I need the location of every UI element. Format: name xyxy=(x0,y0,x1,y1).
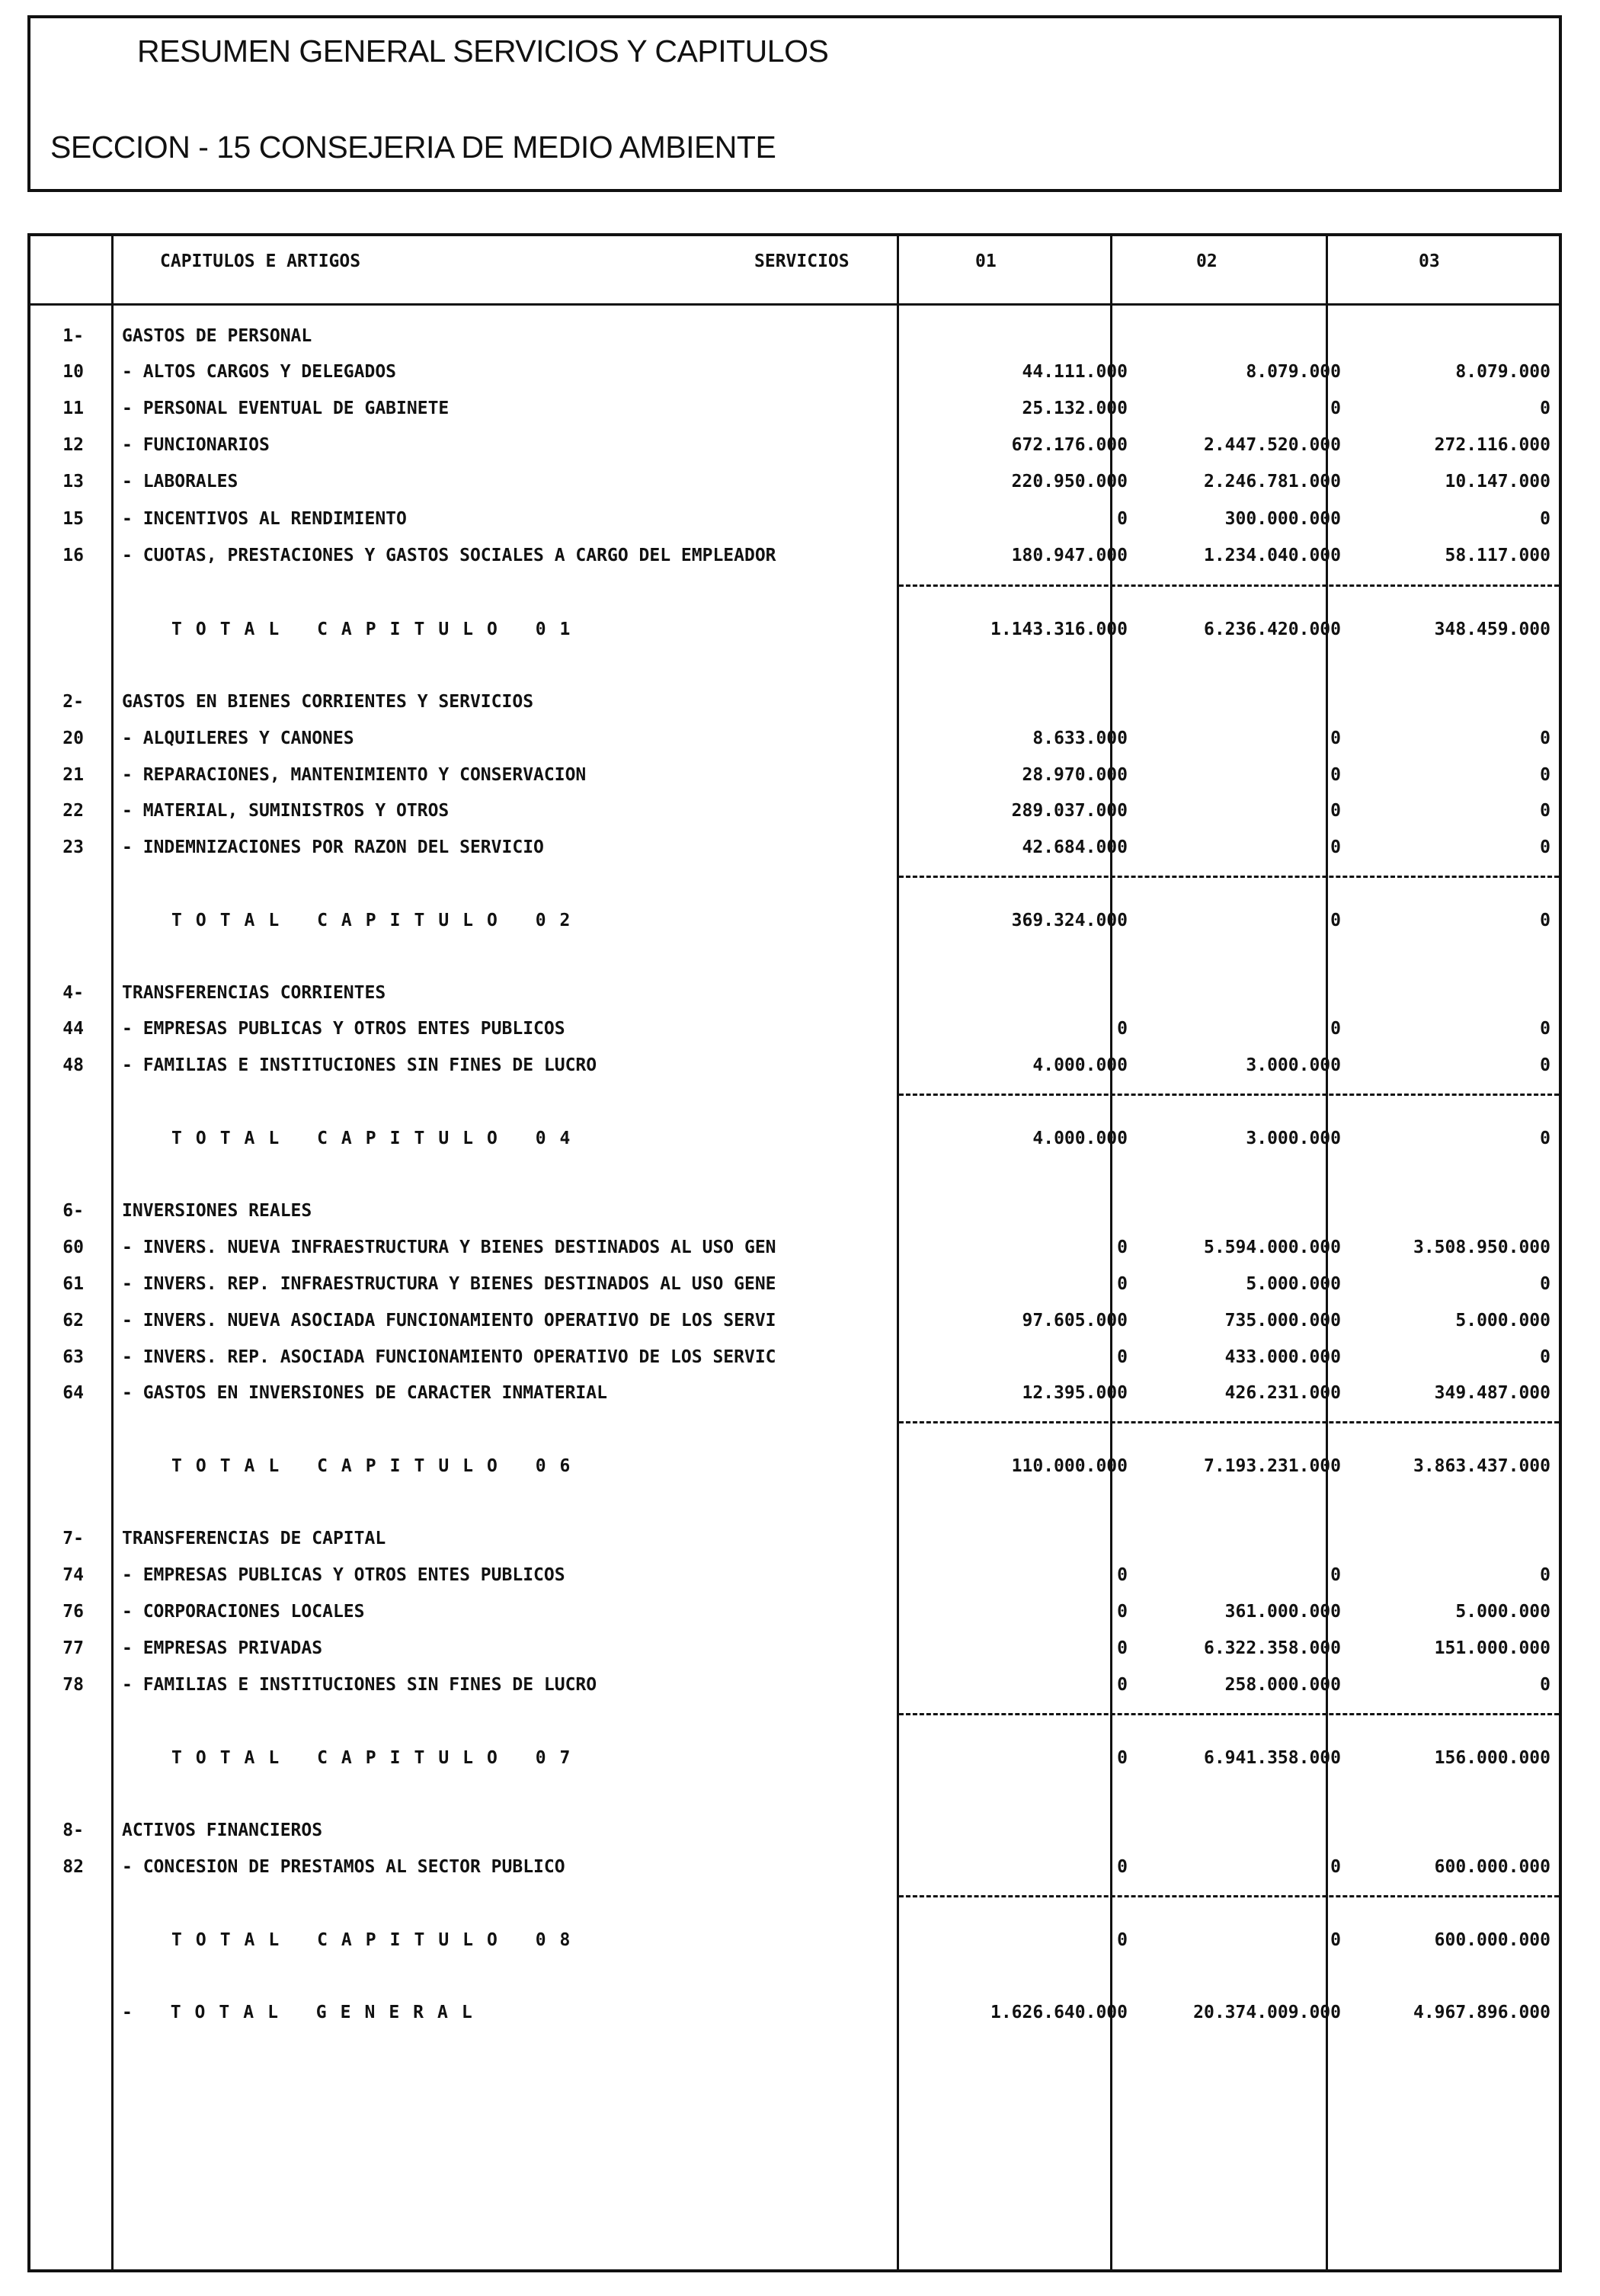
row-value-01: 110.000.000 xyxy=(1011,1456,1128,1476)
row-code: 63 xyxy=(62,1347,84,1367)
header-col-03: 03 xyxy=(1419,251,1440,271)
total-row xyxy=(30,1930,1559,1961)
row-value-01: 4.000.000 xyxy=(1032,1055,1128,1075)
row-value-01: 0 xyxy=(1117,1238,1128,1257)
header-col-01: 01 xyxy=(975,251,997,271)
table-row xyxy=(30,765,1559,796)
table-row xyxy=(30,362,1559,392)
row-description: - FAMILIAS E INSTITUCIONES SIN FINES DE LUCRO xyxy=(122,1675,597,1695)
row-description: - GASTOS EN INVERSIONES DE CARACTER INMATERIAL xyxy=(122,1383,607,1403)
row-value-03: 600.000.000 xyxy=(1434,1930,1550,1950)
subtotal-separator xyxy=(899,1094,1559,1096)
row-description: - CONCESION DE PRESTAMOS AL SECTOR PUBLICO xyxy=(122,1857,565,1877)
table-row xyxy=(30,1311,1559,1341)
table-row xyxy=(30,1529,1559,1559)
grand-total-row xyxy=(30,2003,1559,2033)
row-value-03: 3.863.437.000 xyxy=(1413,1456,1550,1476)
row-value-02: 20.374.009.000 xyxy=(1193,2003,1341,2022)
row-description: - INVERS. NUEVA ASOCIADA FUNCIONAMIENTO OPERATIVO DE LOS SERVI xyxy=(122,1311,776,1331)
row-value-03: 5.000.000 xyxy=(1455,1602,1550,1622)
row-description: TOTAL CAPITULO 01 xyxy=(171,620,584,639)
row-value-01: 0 xyxy=(1117,1274,1128,1294)
table-row xyxy=(30,1638,1559,1669)
row-value-02: 5.000.000 xyxy=(1246,1274,1341,1294)
row-value-01: 0 xyxy=(1117,1857,1128,1877)
row-description: - TOTAL GENERAL xyxy=(122,2003,486,2022)
row-value-02: 0 xyxy=(1330,911,1341,930)
row-description: - MATERIAL, SUMINISTROS Y OTROS xyxy=(122,801,450,821)
row-value-02: 5.594.000.000 xyxy=(1203,1238,1341,1257)
row-value-02: 1.234.040.000 xyxy=(1203,546,1341,565)
header-row-divider xyxy=(30,303,1559,306)
row-value-01: 0 xyxy=(1117,1565,1128,1585)
row-value-02: 735.000.000 xyxy=(1224,1311,1341,1331)
row-value-01: 28.970.000 xyxy=(1022,765,1128,785)
row-value-01: 44.111.000 xyxy=(1022,362,1128,382)
row-code: 20 xyxy=(62,729,84,748)
row-value-02: 6.941.358.000 xyxy=(1203,1748,1341,1768)
row-code: 22 xyxy=(62,801,84,821)
row-value-01: 0 xyxy=(1117,1019,1128,1039)
table-row xyxy=(30,1019,1559,1049)
row-description: - FUNCIONARIOS xyxy=(122,435,270,455)
row-value-02: 0 xyxy=(1330,729,1341,748)
row-value-01: 12.395.000 xyxy=(1022,1383,1128,1403)
section-title: SECCION - 15 CONSEJERIA DE MEDIO AMBIENTE xyxy=(50,130,776,165)
row-value-01: 289.037.000 xyxy=(1011,801,1128,821)
row-code: 2- xyxy=(62,692,84,712)
row-value-02: 3.000.000 xyxy=(1246,1129,1341,1148)
row-code: 16 xyxy=(62,546,84,565)
subtotal-separator xyxy=(899,1895,1559,1897)
row-code: 60 xyxy=(62,1238,84,1257)
row-value-03: 0 xyxy=(1540,1055,1550,1075)
total-row xyxy=(30,911,1559,941)
row-value-01: 97.605.000 xyxy=(1022,1311,1128,1331)
row-value-03: 8.079.000 xyxy=(1455,362,1550,382)
table-row xyxy=(30,1055,1559,1086)
row-code: 77 xyxy=(62,1638,84,1658)
row-value-03: 348.459.000 xyxy=(1434,620,1550,639)
row-description: - ALQUILERES Y CANONES xyxy=(122,729,354,748)
row-code: 13 xyxy=(62,472,84,492)
row-value-02: 258.000.000 xyxy=(1224,1675,1341,1695)
table-row xyxy=(30,1857,1559,1888)
row-value-02: 0 xyxy=(1330,1930,1341,1950)
row-code: 82 xyxy=(62,1857,84,1877)
subtotal-separator xyxy=(899,584,1559,587)
row-value-02: 426.231.000 xyxy=(1224,1383,1341,1403)
row-code: 76 xyxy=(62,1602,84,1622)
row-value-03: 0 xyxy=(1540,837,1550,857)
row-code: 1- xyxy=(62,326,84,346)
row-value-01: 0 xyxy=(1117,509,1128,529)
row-code: 74 xyxy=(62,1565,84,1585)
document-title: RESUMEN GENERAL SERVICIOS Y CAPITULOS xyxy=(137,34,829,69)
row-code: 64 xyxy=(62,1383,84,1403)
header-servicios: SERVICIOS xyxy=(754,251,850,271)
row-description: TOTAL CAPITULO 07 xyxy=(171,1748,584,1768)
table-row xyxy=(30,1347,1559,1378)
row-description: - INDEMNIZACIONES POR RAZON DEL SERVICIO xyxy=(122,837,544,857)
row-value-02: 0 xyxy=(1330,801,1341,821)
row-code: 11 xyxy=(62,399,84,418)
row-value-03: 0 xyxy=(1540,1347,1550,1367)
row-code: 4- xyxy=(62,983,84,1003)
table-row xyxy=(30,729,1559,759)
row-value-01: 0 xyxy=(1117,1638,1128,1658)
row-description: TRANSFERENCIAS CORRIENTES xyxy=(122,983,386,1003)
row-code: 10 xyxy=(62,362,84,382)
row-description: - PERSONAL EVENTUAL DE GABINETE xyxy=(122,399,450,418)
table-row xyxy=(30,1675,1559,1705)
row-description: INVERSIONES REALES xyxy=(122,1201,312,1221)
row-value-03: 58.117.000 xyxy=(1445,546,1550,565)
table-row xyxy=(30,1201,1559,1231)
table-row xyxy=(30,326,1559,357)
row-value-02: 8.079.000 xyxy=(1246,362,1341,382)
row-value-02: 361.000.000 xyxy=(1224,1602,1341,1622)
row-value-03: 0 xyxy=(1540,765,1550,785)
row-code: 23 xyxy=(62,837,84,857)
table-row xyxy=(30,435,1559,466)
row-value-02: 3.000.000 xyxy=(1246,1055,1341,1075)
total-row xyxy=(30,1129,1559,1159)
row-code: 21 xyxy=(62,765,84,785)
row-description: TRANSFERENCIAS DE CAPITAL xyxy=(122,1529,386,1548)
row-value-01: 0 xyxy=(1117,1347,1128,1367)
row-code: 62 xyxy=(62,1311,84,1331)
row-description: - EMPRESAS PUBLICAS Y OTROS ENTES PUBLICOS xyxy=(122,1019,565,1039)
table-row xyxy=(30,509,1559,540)
row-value-03: 0 xyxy=(1540,399,1550,418)
header-box xyxy=(27,15,1562,192)
table-row xyxy=(30,983,1559,1014)
row-value-02: 2.246.781.000 xyxy=(1203,472,1341,492)
row-value-03: 0 xyxy=(1540,509,1550,529)
row-value-01: 180.947.000 xyxy=(1011,546,1128,565)
table-row xyxy=(30,1274,1559,1305)
row-value-03: 0 xyxy=(1540,1019,1550,1039)
row-value-03: 600.000.000 xyxy=(1434,1857,1550,1877)
row-value-02: 6.236.420.000 xyxy=(1203,620,1341,639)
row-value-03: 0 xyxy=(1540,911,1550,930)
total-row xyxy=(30,620,1559,650)
summary-table xyxy=(27,233,1562,2272)
row-value-01: 0 xyxy=(1117,1675,1128,1695)
row-code: 61 xyxy=(62,1274,84,1294)
row-value-01: 25.132.000 xyxy=(1022,399,1128,418)
total-row xyxy=(30,1456,1559,1487)
table-row xyxy=(30,1383,1559,1414)
row-description: GASTOS EN BIENES CORRIENTES Y SERVICIOS xyxy=(122,692,534,712)
row-code: 7- xyxy=(62,1529,84,1548)
row-value-01: 1.143.316.000 xyxy=(990,620,1128,639)
row-value-01: 220.950.000 xyxy=(1011,472,1128,492)
row-description: - ALTOS CARGOS Y DELEGADOS xyxy=(122,362,397,382)
row-code: 44 xyxy=(62,1019,84,1039)
row-description: - REPARACIONES, MANTENIMIENTO Y CONSERVACION xyxy=(122,765,587,785)
row-description: - CORPORACIONES LOCALES xyxy=(122,1602,365,1622)
row-description: - FAMILIAS E INSTITUCIONES SIN FINES DE LUCRO xyxy=(122,1055,597,1075)
table-row xyxy=(30,399,1559,429)
row-value-02: 0 xyxy=(1330,765,1341,785)
row-description: - EMPRESAS PRIVADAS xyxy=(122,1638,323,1658)
table-row xyxy=(30,1565,1559,1596)
row-value-03: 0 xyxy=(1540,1274,1550,1294)
subtotal-separator xyxy=(899,1421,1559,1423)
row-value-03: 5.000.000 xyxy=(1455,1311,1550,1331)
row-description: - INVERS. NUEVA INFRAESTRUCTURA Y BIENES DESTINADOS AL USO GEN xyxy=(122,1238,776,1257)
row-value-02: 0 xyxy=(1330,837,1341,857)
header-col-02: 02 xyxy=(1196,251,1218,271)
row-value-01: 1.626.640.000 xyxy=(990,2003,1128,2022)
row-value-03: 0 xyxy=(1540,1675,1550,1695)
row-value-03: 0 xyxy=(1540,801,1550,821)
row-code: 6- xyxy=(62,1201,84,1221)
row-code: 15 xyxy=(62,509,84,529)
row-description: TOTAL CAPITULO 08 xyxy=(171,1930,584,1950)
row-value-02: 433.000.000 xyxy=(1224,1347,1341,1367)
row-value-03: 0 xyxy=(1540,729,1550,748)
row-code: 12 xyxy=(62,435,84,455)
header-capitulos: CAPITULOS E ARTIGOS xyxy=(160,251,361,271)
table-row xyxy=(30,692,1559,722)
row-description: TOTAL CAPITULO 06 xyxy=(171,1456,584,1476)
row-value-03: 10.147.000 xyxy=(1445,472,1550,492)
table-row xyxy=(30,1820,1559,1851)
table-row xyxy=(30,1602,1559,1632)
row-value-01: 0 xyxy=(1117,1930,1128,1950)
row-value-03: 0 xyxy=(1540,1129,1550,1148)
row-value-03: 272.116.000 xyxy=(1434,435,1550,455)
table-row xyxy=(30,801,1559,831)
row-value-03: 349.487.000 xyxy=(1434,1383,1550,1403)
table-row xyxy=(30,1238,1559,1268)
row-description: - LABORALES xyxy=(122,472,238,492)
row-description: - INVERS. REP. ASOCIADA FUNCIONAMIENTO OPERATIVO DE LOS SERVIC xyxy=(122,1347,776,1367)
row-description: - EMPRESAS PUBLICAS Y OTROS ENTES PUBLICOS xyxy=(122,1565,565,1585)
row-description: GASTOS DE PERSONAL xyxy=(122,326,312,346)
row-value-01: 672.176.000 xyxy=(1011,435,1128,455)
row-code: 48 xyxy=(62,1055,84,1075)
table-row xyxy=(30,837,1559,868)
row-value-02: 0 xyxy=(1330,1565,1341,1585)
row-description: TOTAL CAPITULO 02 xyxy=(171,911,584,930)
row-value-02: 0 xyxy=(1330,399,1341,418)
row-value-02: 0 xyxy=(1330,1857,1341,1877)
row-value-01: 0 xyxy=(1117,1748,1128,1768)
row-value-03: 151.000.000 xyxy=(1434,1638,1550,1658)
row-description: TOTAL CAPITULO 04 xyxy=(171,1129,584,1148)
row-value-01: 8.633.000 xyxy=(1032,729,1128,748)
row-value-02: 6.322.358.000 xyxy=(1203,1638,1341,1658)
row-value-01: 42.684.000 xyxy=(1022,837,1128,857)
row-value-03: 156.000.000 xyxy=(1434,1748,1550,1768)
row-description: - CUOTAS, PRESTACIONES Y GASTOS SOCIALES A CARGO DEL EMPLEADOR xyxy=(122,546,776,565)
row-value-01: 369.324.000 xyxy=(1011,911,1128,930)
row-value-01: 0 xyxy=(1117,1602,1128,1622)
subtotal-separator xyxy=(899,1713,1559,1715)
row-value-01: 4.000.000 xyxy=(1032,1129,1128,1148)
row-value-03: 4.967.896.000 xyxy=(1413,2003,1550,2022)
row-value-02: 300.000.000 xyxy=(1224,509,1341,529)
table-row xyxy=(30,472,1559,502)
row-value-02: 0 xyxy=(1330,1019,1341,1039)
row-value-03: 0 xyxy=(1540,1565,1550,1585)
row-code: 8- xyxy=(62,1820,84,1840)
row-value-02: 7.193.231.000 xyxy=(1203,1456,1341,1476)
row-description: ACTIVOS FINANCIEROS xyxy=(122,1820,323,1840)
table-row xyxy=(30,546,1559,576)
row-value-03: 3.508.950.000 xyxy=(1413,1238,1550,1257)
subtotal-separator xyxy=(899,876,1559,878)
row-description: - INVERS. REP. INFRAESTRUCTURA Y BIENES DESTINADOS AL USO GENE xyxy=(122,1274,776,1294)
row-code: 78 xyxy=(62,1675,84,1695)
row-description: - INCENTIVOS AL RENDIMIENTO xyxy=(122,509,407,529)
row-value-02: 2.447.520.000 xyxy=(1203,435,1341,455)
total-row xyxy=(30,1748,1559,1779)
